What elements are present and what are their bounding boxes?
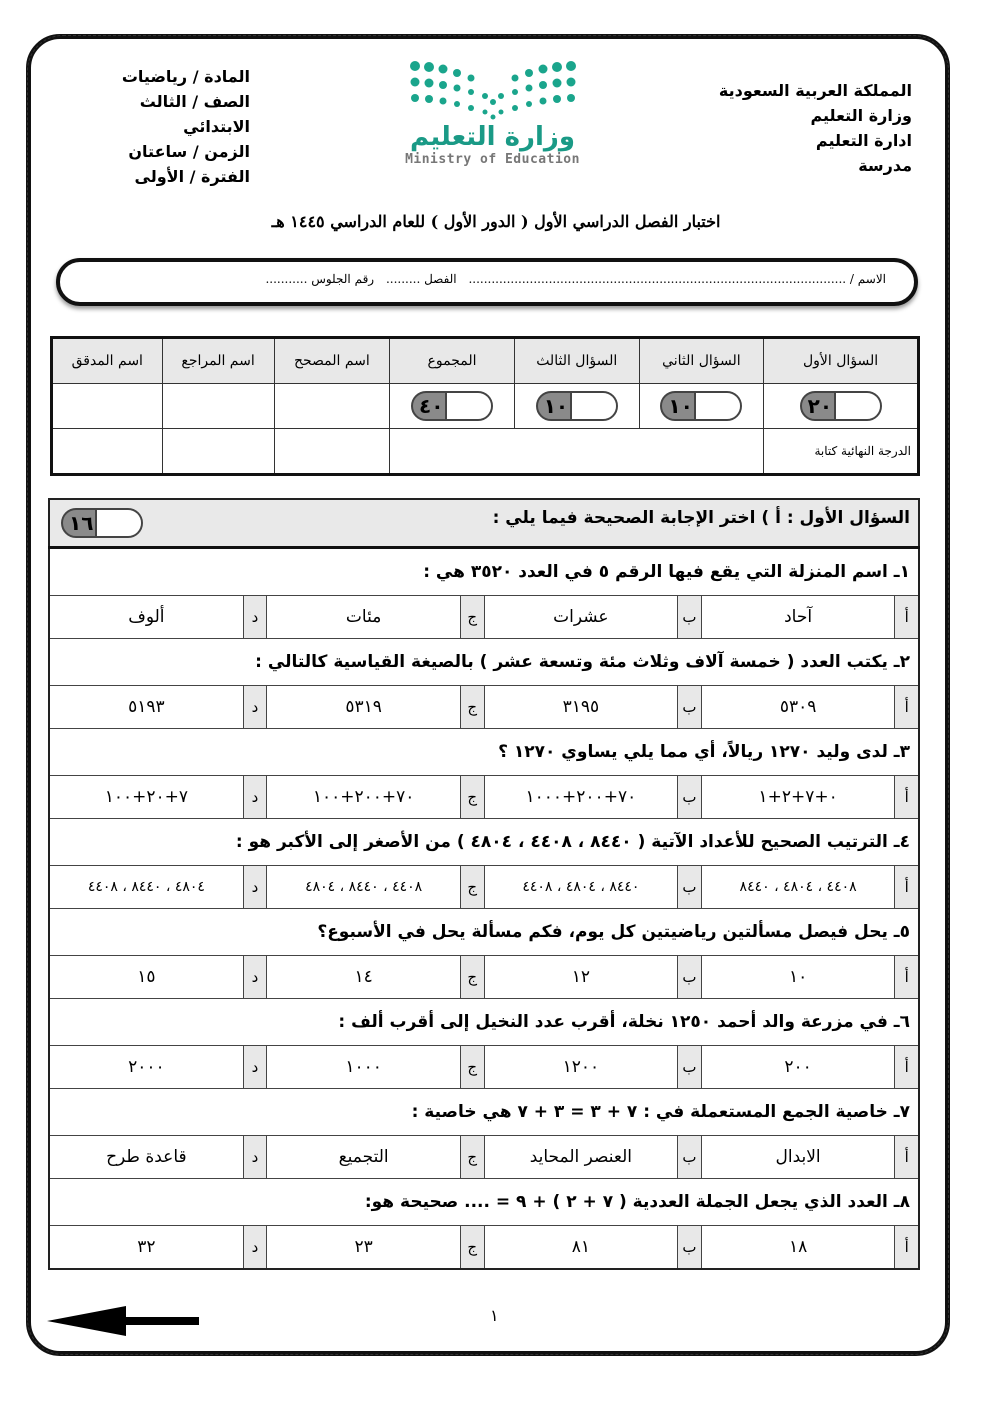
option-letter: أ [895, 866, 919, 909]
option-letter: ب [678, 1226, 702, 1270]
option-b[interactable]: ٨٤٤٠ ، ٤٨٠٤ ، ٤٤٠٨ [484, 866, 678, 909]
option-c[interactable]: ٢٣ [267, 1226, 461, 1270]
header-line: وزارة التعليم [810, 106, 912, 125]
option-letter: ج [460, 956, 484, 999]
option-c[interactable]: ٥٣١٩ [267, 686, 461, 729]
student-name-field[interactable]: الاسم / ................................................................................................... [468, 272, 886, 286]
exam-title: اختبار الفصل الدراسي الأول ( الدور الأول ) للعام الدراسي ١٤٤٥ هـ [271, 212, 721, 231]
option-letter: ج [460, 686, 484, 729]
reviewer-name-cell[interactable] [162, 384, 274, 429]
option-letter: ج [460, 596, 484, 639]
section-score: ١٦ [69, 511, 94, 535]
final-grade-label: الدرجة النهائية كتابة [764, 429, 919, 475]
section-title: السؤال الأول : أ ) اختر الإجابة الصحيحة فيما يلي : [492, 508, 910, 528]
section-header [49, 499, 919, 548]
header-line: ادارة التعليم [815, 131, 912, 150]
option-c[interactable]: ٧٠+٢٠٠+١٠٠ [267, 776, 461, 819]
score-cell-q2[interactable] [639, 384, 764, 429]
logo-arabic-text: وزارة التعليم [410, 122, 575, 152]
logo-dots-icon [407, 58, 579, 120]
question-stem: ٦ـ في مزرعة والد أحمد ١٢٥٠ نخلة، أقرب عدد النخيل إلى أقرب ألف : [49, 999, 919, 1046]
option-letter: ب [678, 686, 702, 729]
option-letter: ب [678, 1136, 702, 1179]
grades-header: السؤال الثالث [514, 338, 639, 384]
score-blank[interactable] [834, 393, 880, 419]
option-letter: ب [678, 956, 702, 999]
corrector-sign-cell[interactable] [274, 429, 390, 475]
option-d[interactable]: ٤٨٠٤ ، ٨٤٤٠ ، ٤٤٠٨ [49, 866, 243, 909]
option-d[interactable]: ٣٢ [49, 1226, 243, 1270]
option-a[interactable]: ٢٠٠ [701, 1046, 895, 1089]
option-letter: ج [460, 1136, 484, 1179]
option-b[interactable]: ١٢٠٠ [484, 1046, 678, 1089]
option-a[interactable]: آحاد [701, 596, 895, 639]
option-d[interactable]: ١٥ [49, 956, 243, 999]
header-exam-info [100, 64, 250, 189]
question-stem: ٨ـ العدد الذي يجعل الجملة العددية ( ٧ + ٢ ) + ٩ = .... صحيحة هو: [49, 1179, 919, 1226]
header-line: مدرسة [858, 156, 912, 175]
logo-english-text: Ministry of Education [405, 152, 580, 167]
question-stem: ٢ـ يكتب العدد ( خمسة آلاف وثلاث مئة وتسعة عشر ) بالصيغة القياسية كالتالي : [49, 639, 919, 686]
final-grade-words-cell[interactable] [390, 429, 764, 475]
grades-header: اسم المراجع [162, 338, 274, 384]
header-line: المملكة العربية السعودية [718, 81, 912, 100]
score-pill [660, 391, 742, 421]
grades-header: اسم المدقق [52, 338, 163, 384]
option-letter: د [243, 1046, 267, 1089]
option-letter: أ [895, 776, 919, 819]
option-letter: د [243, 1226, 267, 1270]
auditor-sign-cell[interactable] [52, 429, 163, 475]
auditor-name-cell[interactable] [52, 384, 163, 429]
score-blank[interactable] [694, 393, 740, 419]
option-b[interactable]: ٨١ [484, 1226, 678, 1270]
question-stem: ٧ـ خاصية الجمع المستعملة في : ٧ + ٣ = ٣ + ٧ هي خاصية : [49, 1089, 919, 1136]
question-stem: ٤ـ الترتيب الصحيح للأعداد الآتية ( ٨٤٤٠ ، ٤٤٠٨ ، ٤٨٠٤ ) من الأصغر إلى الأكبر هو : [49, 819, 919, 866]
grades-header: المجموع [390, 338, 515, 384]
option-c[interactable]: ٤٤٠٨ ، ٨٤٤٠ ، ٤٨٠٤ [267, 866, 461, 909]
option-d[interactable]: قاعدة طرح [49, 1136, 243, 1179]
section-score-pill [61, 508, 143, 538]
option-b[interactable]: العنصر المحايد [484, 1136, 678, 1179]
question-stem: ٣ـ لدى وليد ١٢٧٠ ريالاً، أي مما يلي يساوي ١٢٧٠ ؟ [49, 729, 919, 776]
option-a[interactable]: ١٠ [701, 956, 895, 999]
score-blank[interactable] [95, 510, 141, 536]
score-pill [411, 391, 493, 421]
option-letter: ب [678, 596, 702, 639]
option-letter: أ [895, 1226, 919, 1270]
option-b[interactable]: ٣١٩٥ [484, 686, 678, 729]
option-c[interactable]: ١٠٠٠ [267, 1046, 461, 1089]
header-line: الفترة / الأولى [134, 167, 250, 186]
option-letter: ب [678, 776, 702, 819]
option-d[interactable]: ألوف [49, 596, 243, 639]
header-institution [719, 78, 912, 178]
header-line: الصف / الثالث الابتدائي [139, 92, 250, 136]
option-letter: أ [895, 1046, 919, 1089]
grades-header: اسم المصحح [274, 338, 390, 384]
arrow-left-icon[interactable] [47, 1304, 199, 1338]
option-letter: د [243, 596, 267, 639]
header-line: الزمن / ساعتان [128, 142, 250, 161]
option-letter: ب [678, 1046, 702, 1089]
option-a[interactable]: ١٨ [701, 1226, 895, 1270]
score-pill [536, 391, 618, 421]
option-letter: ج [460, 1226, 484, 1270]
grades-header: السؤال الثاني [639, 338, 764, 384]
header-line: المادة / رياضيات [121, 67, 250, 86]
option-a[interactable]: الابدال [701, 1136, 895, 1179]
score-cell-total[interactable] [390, 384, 515, 429]
option-letter: د [243, 1136, 267, 1179]
option-letter: أ [895, 596, 919, 639]
student-info-box [56, 258, 918, 306]
option-d[interactable]: ٢٠٠٠ [49, 1046, 243, 1089]
option-letter: د [243, 776, 267, 819]
reviewer-sign-cell[interactable] [162, 429, 274, 475]
max-score: ٢٠ [807, 394, 833, 418]
option-d[interactable]: ٧+٢٠+١٠٠ [49, 776, 243, 819]
question-stem: ١ـ اسم المنزلة التي يقع فيها الرقم ٥ في العدد ٣٥٢٠ هي : [49, 548, 919, 596]
option-letter: أ [895, 956, 919, 999]
grades-table [50, 336, 920, 476]
ministry-logo [405, 58, 580, 188]
option-c[interactable]: التجميع [267, 1136, 461, 1179]
max-score: ١٠ [668, 394, 693, 418]
option-letter: د [243, 866, 267, 909]
option-c[interactable]: ١٤ [267, 956, 461, 999]
option-b[interactable]: ٧٠+٢٠٠+١٠٠٠ [484, 776, 678, 819]
option-a[interactable]: ٤٤٠٨ ، ٤٨٠٤ ، ٨٤٤٠ [701, 866, 895, 909]
question-one-table [48, 498, 920, 1270]
score-pill [800, 391, 882, 421]
max-score: ٤٠ [419, 394, 444, 418]
option-letter: ج [460, 1046, 484, 1089]
score-cell-q1[interactable] [764, 384, 919, 429]
page-number: ١ [490, 1306, 499, 1325]
option-letter: ب [678, 866, 702, 909]
option-b[interactable]: ١٢ [484, 956, 678, 999]
option-letter: أ [895, 686, 919, 729]
option-letter: ج [460, 776, 484, 819]
class-field[interactable]: الفصل ......... [385, 272, 457, 286]
option-letter: د [243, 956, 267, 999]
seat-number-field[interactable]: رقم الجلوس ........... [265, 272, 375, 286]
corrector-name-cell[interactable] [274, 384, 390, 429]
option-letter: ج [460, 866, 484, 909]
option-d[interactable]: ٥١٩٣ [49, 686, 243, 729]
option-b[interactable]: عشرات [484, 596, 678, 639]
score-blank[interactable] [445, 393, 491, 419]
score-cell-q3[interactable] [514, 384, 639, 429]
option-letter: أ [895, 1136, 919, 1179]
option-c[interactable]: مئات [267, 596, 461, 639]
score-blank[interactable] [570, 393, 616, 419]
question-stem: ٥ـ يحل فيصل مسألتين رياضيتين كل يوم، فكم مسألة يحل في الأسبوع؟ [49, 909, 919, 956]
option-a[interactable]: ٥٣٠٩ [701, 686, 895, 729]
max-score: ١٠ [543, 394, 569, 418]
grades-header: السؤال الأول [764, 338, 919, 384]
option-letter: د [243, 686, 267, 729]
option-a[interactable]: ٠+٧+٢+١ [701, 776, 895, 819]
